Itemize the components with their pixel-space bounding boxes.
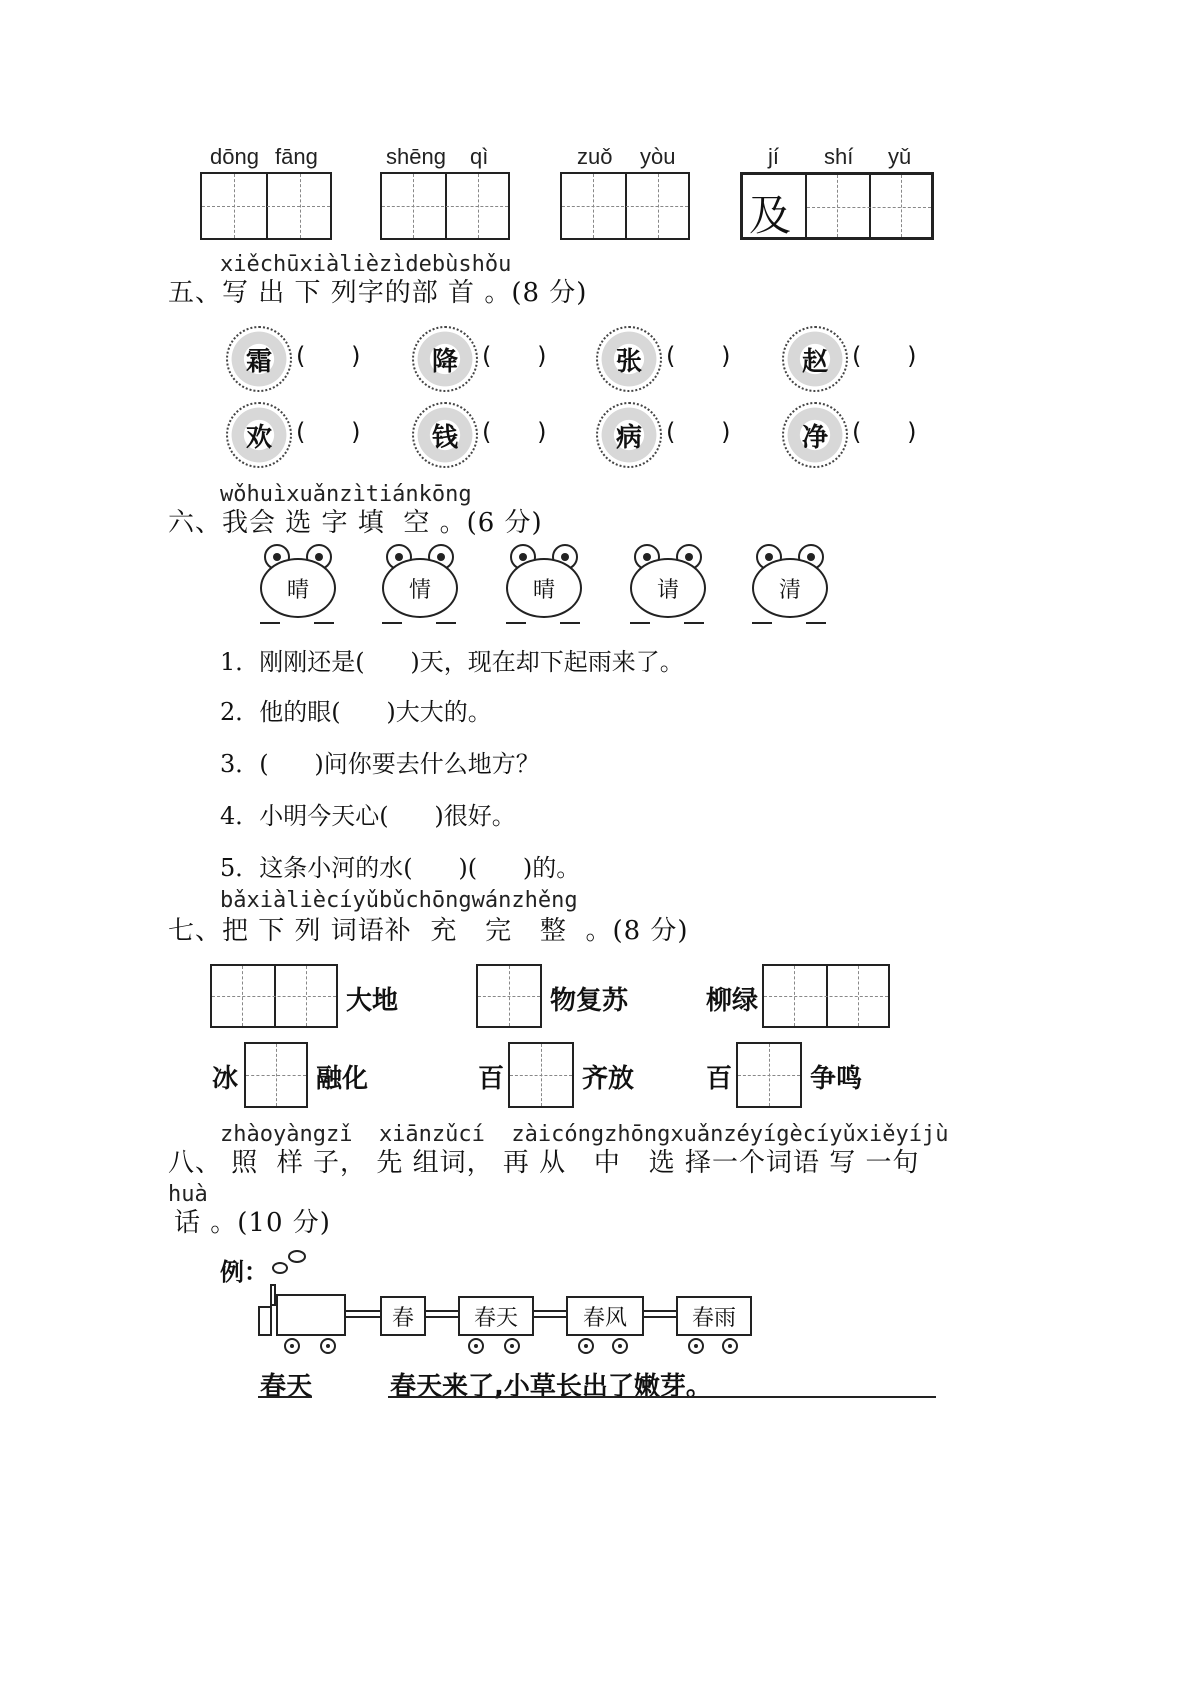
train-car: 春雨 [676,1296,752,1336]
writing-grid[interactable] [560,172,690,240]
question-item: 1．刚刚还是( )天，现在却下起雨来了。 [220,648,684,676]
word-part: 大地 [346,986,399,1016]
train-link [534,1310,566,1318]
flower-character: 欢 [226,402,292,468]
answer-blank[interactable]: ( ) [482,418,547,446]
pinyin-label: fāng [275,144,318,169]
frog-character: 晴 [256,544,338,624]
pinyin-label: shí [824,144,854,169]
section-heading: 八、 照 样 子， 先 组词， 再 从 中 选 择一个词语 写 一句 [168,1148,920,1178]
pinyin-label: qì [470,144,489,169]
wheel-icon [578,1338,594,1354]
example-label: 例： [220,1258,268,1286]
writing-grid[interactable] [380,172,510,240]
pinyin-label: shēng [386,144,446,169]
wheel-icon [612,1338,628,1354]
frog-character: 晴 [502,544,584,624]
pinyin-label: yǔ [888,144,912,169]
train-link [426,1310,458,1318]
prefilled-character: 及 [749,191,792,240]
writing-grid[interactable] [508,1042,574,1108]
word-part: 百 [478,1064,505,1094]
writing-grid[interactable] [736,1042,802,1108]
smoke-icon [272,1262,288,1274]
flower-character: 张 [596,326,662,392]
smoke-icon [288,1250,306,1263]
example-sentence: 春天来了,小草长出了嫩芽。 [390,1372,712,1402]
flower-character: 净 [782,402,848,468]
section-heading: 六、我会 选 字 填 空 。(6 分) [168,508,543,538]
example-word: 春天 [260,1372,313,1402]
pinyin-label: dōng [210,144,259,169]
answer-blank[interactable]: ( ) [296,418,361,446]
answer-blank[interactable]: ( ) [296,342,361,370]
pinyin-label: yòu [640,144,676,169]
answer-blank[interactable]: ( ) [666,342,731,370]
train-car: 春 [380,1296,426,1336]
writing-grid[interactable] [740,172,934,240]
answer-blank[interactable]: ( ) [666,418,731,446]
section-pinyin: zhàoyàngzǐ xiānzǔcí zàicóngzhōngxuǎnzéyígècíyǔxiěyíjù [220,1122,949,1147]
section-heading-continued: 话 。(10 分) [174,1208,331,1238]
frog-character: 清 [748,544,830,624]
writing-grid[interactable] [476,964,542,1028]
flower-character: 降 [412,326,478,392]
wheel-icon [504,1338,520,1354]
word-part: 冰 [212,1064,239,1094]
underline [258,1396,312,1398]
writing-grid[interactable] [244,1042,308,1108]
question-item: 4．小明今天心( )很好。 [220,802,516,830]
question-item: 3．( )问你要去什么地方？ [220,750,540,778]
writing-grid[interactable] [762,964,890,1028]
word-part: 齐放 [582,1064,635,1094]
locomotive [276,1294,346,1336]
train-car: 春天 [458,1296,534,1336]
pinyin-label: zuǒ [577,144,613,169]
wheel-icon [722,1338,738,1354]
frog-character: 请 [626,544,708,624]
train-link [644,1310,676,1318]
flower-character: 钱 [412,402,478,468]
flower-character: 病 [596,402,662,468]
underline [388,1396,936,1398]
word-part: 柳绿 [706,986,759,1016]
section-pinyin: huà [168,1182,208,1207]
writing-grid[interactable] [210,964,338,1028]
wheel-icon [468,1338,484,1354]
section-pinyin: xiěchūxiàlièzìdebùshǒu [220,252,512,277]
word-part: 物复苏 [550,986,629,1016]
section-heading: 五、写 出 下 列字的部 首 。(8 分) [168,278,588,308]
answer-blank[interactable]: ( ) [852,418,917,446]
word-part: 融化 [316,1064,369,1094]
chimney [258,1306,272,1336]
answer-blank[interactable]: ( ) [852,342,917,370]
wheel-icon [284,1338,300,1354]
flower-character: 赵 [782,326,848,392]
wheel-icon [320,1338,336,1354]
section-heading: 七、把 下 列 词语补 充 完 整 。(8 分) [168,916,689,946]
frog-character: 情 [378,544,460,624]
question-item: 2．他的眼( )大大的。 [220,698,492,726]
train-link [346,1310,380,1318]
question-item: 5．这条小河的水( )( )的。 [220,854,581,882]
wheel-icon [688,1338,704,1354]
writing-grid[interactable] [200,172,332,240]
section-pinyin: wǒhuìxuǎnzìtiánkōng [220,482,472,507]
word-part: 争鸣 [810,1064,863,1094]
train-car: 春风 [566,1296,644,1336]
word-part: 百 [706,1064,733,1094]
answer-blank[interactable]: ( ) [482,342,547,370]
section-pinyin: bǎxiàliècíyǔbǔchōngwánzhěng [220,888,578,913]
pinyin-label: jí [768,144,779,169]
flower-character: 霜 [226,326,292,392]
